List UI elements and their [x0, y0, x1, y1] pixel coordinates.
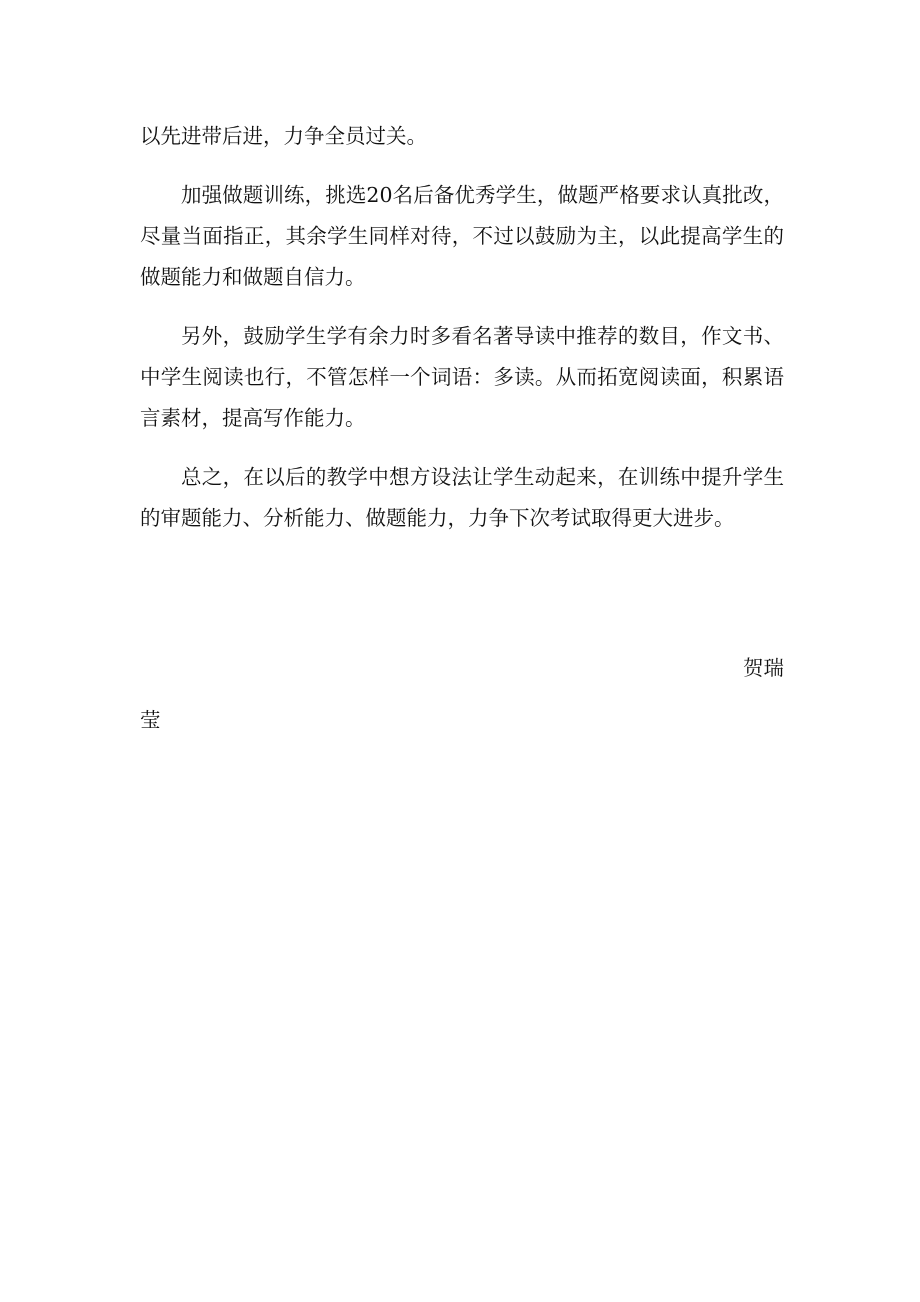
- signature-line-2: 莹: [140, 708, 161, 732]
- paragraph-reading-encouragement: 另外，鼓励学生学有余力时多看名著导读中推荐的数目，作文书、中学生阅读也行，不管怎样一个词语：多读。从而拓宽阅读面，积累语言素材，提高写作能力。: [140, 324, 784, 430]
- paragraph-practice-training: 加强做题训练，挑选20名后备优秀学生，做题严格要求认真批改，尽量当面指正，其余学生同样对待，不过以鼓励为主，以此提高学生的做题能力和做题自信力。: [140, 183, 784, 289]
- signature-line-1: 贺瑞: [743, 656, 784, 680]
- document-body: [140, 116, 784, 557]
- paragraph-continuation: 以先进带后进，力争全员过关。: [140, 124, 427, 148]
- paragraph-conclusion: 总之，在以后的教学中想方设法让学生动起来，在训练中提升学生的审题能力、分析能力、做题能力，力争下次考试取得更大进步。: [140, 465, 784, 530]
